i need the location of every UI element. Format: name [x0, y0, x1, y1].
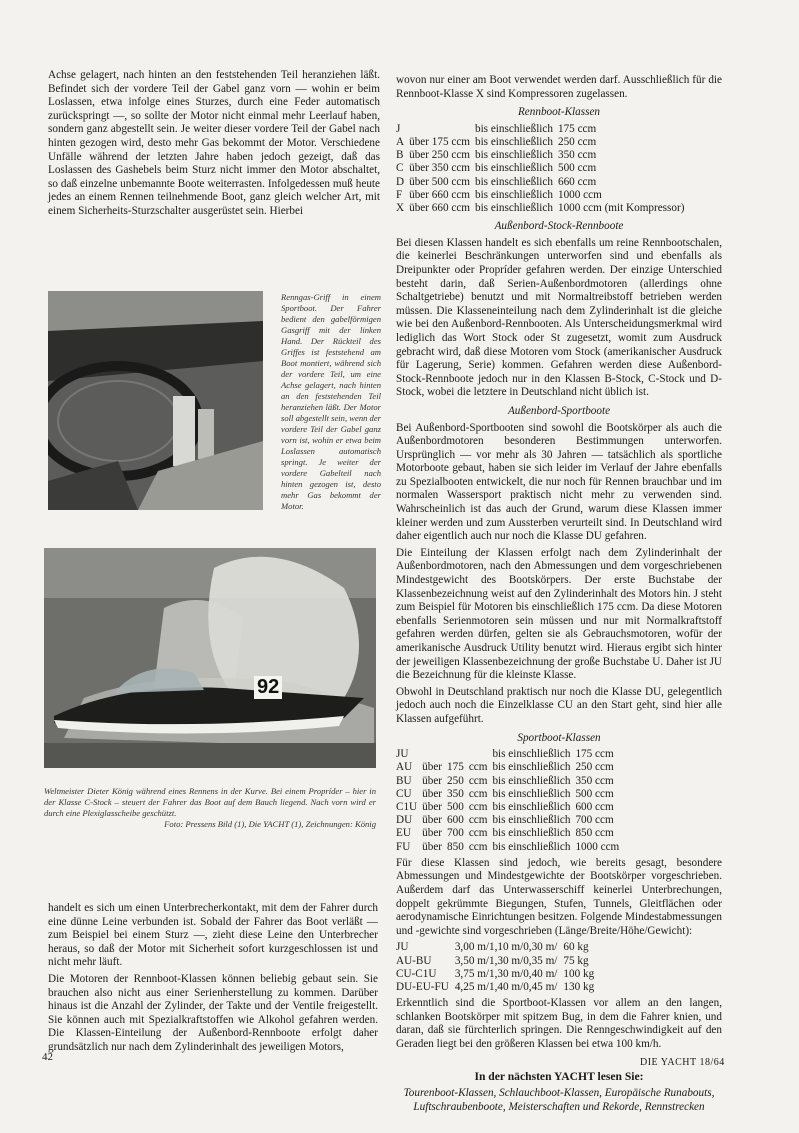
sport-row-upto: bis einschließlich — [492, 814, 571, 827]
dims-row-wt: 100 kg — [563, 967, 595, 980]
sport-row-cls: BU — [396, 774, 412, 787]
sport-row-upto: bis einschließlich — [492, 787, 571, 800]
racing-boat-photo — [44, 548, 376, 768]
left-column-bottom-text — [48, 902, 378, 1058]
sport-text-2: Die Einteilung der Klassen erfolgt nach dem Zylinderinhalt der Außenbordmotoren, nach den Abmessungen und dem vorgeschriebenen Mindestgewicht des Bootskörpers. Der erste Buchstabe der Klassenbezeichnung weist auf den Zylinderinhalt des Motors hin. J steht zum Beispiel für Motoren bis einschließlich 175 ccm. Da diese Motoren ebenfalls Serienmotoren sein müssen und nur mit Normalkraftstoff gefahren werden dürfen, gelten sie als Gebrauchsmotoren, wofür der amerikanische Ausdruck Utility benutzt wird. Hieraus ergibt sich hinter der jeweiligen Klassenbezeichnung der große Buchstabe U. Daher ist JU die Bezeichnung für die kleinste Klasse. — [396, 546, 722, 682]
sport-row-over: über — [422, 814, 443, 827]
sport-row-unit — [469, 748, 493, 761]
rennboot-row — [396, 162, 689, 175]
magazine-footer: DIE YACHT 18/64 — [640, 1057, 725, 1068]
sport-row-cls: AU — [396, 761, 413, 774]
dims-row-dims: 3,75 m/1,30 m/0,40 m/ — [454, 967, 558, 980]
sport-row — [396, 788, 624, 801]
sport-row-over: über — [422, 800, 443, 813]
rennboot-row-range — [409, 123, 475, 136]
rennboot-row-upto: bis einschließlich — [474, 162, 553, 175]
racing-boat-illustration — [44, 548, 376, 768]
next-issue-title: In der nächsten YACHT lesen Sie: — [474, 1069, 644, 1083]
sport-row — [396, 801, 624, 814]
rennboot-row — [396, 176, 689, 189]
rennboot-row-range: über 350 ccm — [409, 162, 470, 175]
rennboot-row-range: über 250 ccm — [409, 149, 470, 162]
rennboot-row-cls: C — [396, 162, 404, 175]
sport-row — [396, 761, 624, 774]
rennboot-row-val: 500 ccm — [557, 162, 597, 175]
left-top-paragraph: Achse gelagert, nach hinten an den feststehenden Teil heranziehen läßt. Befindet sich der vordere Teil der Gabel ganz vorn — wohin er beim Loslassen, etwa infolge eines Sturzes, durch eine Feder automatisch zurückspringt —, so sollte der Motor nicht einmal mehr Leerlauf haben, sondern ganz abgestellt sein. Je weiter dieser vordere Teil der Gabel nach hinten gezogen wird, desto mehr Gas bekommt der Motor. Verschiedene Unfälle während der letzten Jahre haben jedoch gezeigt, daß das Loslassen des Gashebels beim Sturz nicht immer den Motor abschaltet, so daß einzelne unbemannte Boote weiterrasten. Infolgedessen muß heute jedes an einem Rennen teilnehmende Boot, ganz gleich welcher Art, mit einem Sicherheits-Sturzschalter ausgerüstet sein. Hierbei — [48, 69, 380, 217]
rennboot-row-val: 250 ccm — [557, 135, 597, 148]
rennboot-row-cls: X — [396, 202, 405, 214]
dims-row — [396, 981, 600, 994]
rennboot-row-upto: bis einschließlich — [474, 202, 553, 214]
sport-row — [396, 814, 624, 827]
sport-row-upto: bis einschließlich — [492, 748, 571, 761]
sport-row-over: über — [422, 840, 443, 853]
sport-row-from: 250 — [447, 774, 464, 787]
stock-text: Bei diesen Klassen handelt es sich ebenfalls um reine Rennbootschalen, die keinerlei Beschränkungen unterworfen sind und ebenfalls als Dreipunkter oder Propríder gefahren werden. Der einzige Unterschied besteht darin, daß Serien-Außenbordmotoren (allerdings ohne Schaltgetriebe) benutzt und mit Normaltreibstoff betrieben werden müssen. Die Klasseneinteilung nach dem Zylinderinhalt ist die gleiche wie bei den Außenbord-Rennbooten. Als Unterscheidungsmerkmal wird lediglich das Wort Stock oder St zugesetzt, womit zum Ausdruck gebracht wird, daß diese Motoren vom Stock (amerikanischer Ausdruck für Lagerung, Serie) kommen. Gefahren werden diese Außenbord-Stock-Rennboote jedoch nur in den Klassen B-Stock, C-Stock und D-Stock, wobei die letztere in Deutschland nicht üblich ist. — [396, 236, 722, 399]
left-bottom-paragraph: Die Motoren der Rennboot-Klassen können beliebig gebaut sein. Sie brauchen also nicht aus einer Serienherstellung zu kommen. Darüber hinaus ist die Anzahl der Zylinder, der Takte und der Ventile freigestellt. Sie können auch mit Spezialkraftstoffen wie Alkohol gefahren werden. Die Klassen-Einteilung der Außenbord-Rennboote erfolgt daher grundsätzlich nur nach dem Zylinderinhalt des jeweiligen Motors, — [48, 972, 378, 1053]
boat-number: 92 — [254, 676, 282, 699]
sport-row-from: 700 — [447, 827, 464, 840]
sport-row-val: 850 ccm — [575, 827, 614, 840]
sport-row-val: 600 ccm — [575, 800, 614, 813]
rennboot-row — [396, 123, 689, 136]
sport-row-from: 850 — [447, 840, 464, 853]
rennboot-row — [396, 149, 689, 162]
photo-credit: Foto: Pressens Bild (1), Die YACHT (1), Zeichnungen: König — [164, 819, 376, 829]
rennboot-row-range: über 175 ccm — [409, 135, 470, 148]
dimensions-table — [396, 941, 600, 994]
rennboot-row — [396, 202, 689, 215]
rennboot-row-upto: bis einschließlich — [474, 175, 553, 188]
rennboot-row-cls: F — [396, 188, 403, 201]
dims-row-cls: CU-C1U — [396, 967, 437, 980]
sport-row-cls: FU — [396, 840, 411, 853]
next-issue-topics: Tourenboot-Klassen, Schlauchboot-Klassen, Europäische Runabouts, Luftschraubenboote, Meisterschaften und Rekorde, Rennstrecken — [403, 1087, 715, 1113]
rennboot-row-val: 1000 ccm — [557, 188, 602, 201]
sport-row-from: 175 — [447, 761, 464, 774]
dims-intro: Für diese Klassen sind jedoch, wie bereits gesagt, besondere Abmessungen und Mindestgewichte der Bootskörper vorgeschrieben. Außerdem darf das Unterwasserschiff keinerlei Unterbrechungen, doppelt gekrümmte Biegungen, Stufen, Tunnels, Gleitflächen oder aerodynamische Einrichtungen besitzen. Folgende Mindestabmessungen und -gewichte sind vorgeschrieben (Länge/Breite/Höhe/Gewicht): — [396, 856, 722, 937]
dims-row-dims: 4,25 m/1,40 m/0,45 m/ — [454, 980, 558, 993]
sportklassen-heading: Sportboot-Klassen — [517, 731, 601, 744]
dims-row — [396, 941, 600, 954]
sport-row-over: über — [422, 827, 443, 840]
dims-row-wt: 75 kg — [563, 954, 589, 967]
sport-row-cls: JU — [396, 748, 409, 761]
sport-row-val: 175 ccm — [575, 748, 614, 761]
rennboot-row-val: 1000 ccm (mit Kompressor) — [557, 202, 685, 214]
page-number: 42 — [42, 1051, 53, 1063]
sport-row-upto: bis einschließlich — [492, 840, 571, 853]
dims-row-wt: 60 kg — [563, 941, 589, 954]
throttle-grip-caption: Renngas-Griff in einem Sportboot. Der Fahrer bedient den gabelförmigen Gasgriff mit der linken Hand. Der Rückteil des Griffes ist feststehend am Boot montiert, während sich der vordere Teil, um eine Achse gelagert, nach hinten an den feststehenden Teil heranziehen läßt. Der Motor soll abgestellt sein, wenn der vordere Teil der Gabel ganz vorn ist, wohin er etwa beim Loslassen automatisch springt. Je weiter der vordere Gabelteil nach hinten gezogen ist, desto mehr Gas bekommt der Motor. — [281, 292, 382, 511]
sport-row-over: über — [422, 761, 443, 774]
racing-boat-caption — [44, 786, 376, 830]
sport-row-unit: ccm — [468, 840, 488, 853]
sport-row-val: 500 ccm — [575, 787, 614, 800]
rennboot-row-val: 660 ccm — [557, 175, 597, 188]
sport-row-over — [422, 748, 447, 761]
rennboot-row-cls: J — [396, 122, 401, 135]
sport-row-unit: ccm — [468, 814, 488, 827]
sport-row-val: 1000 ccm — [575, 840, 620, 853]
sport-row-unit: ccm — [468, 827, 488, 840]
dims-row-wt: 130 kg — [563, 980, 595, 993]
rennboot-row — [396, 136, 689, 149]
rennboot-row-upto: bis einschließlich — [474, 149, 553, 162]
dims-row-dims: 3,50 m/1,30 m/0,35 m/ — [454, 954, 558, 967]
sport-row — [396, 841, 624, 854]
sport-row-over: über — [422, 774, 443, 787]
sport-row-over: über — [422, 787, 443, 800]
sport-row-from: 500 — [447, 800, 464, 813]
rennboot-row-val: 350 ccm — [557, 149, 597, 162]
rennboot-row-upto: bis einschließlich — [474, 188, 553, 201]
sport-row — [396, 827, 624, 840]
throttle-grip-illustration — [48, 291, 263, 510]
sport-row-from: 350 — [447, 787, 464, 800]
sport-row-cls: DU — [396, 814, 413, 827]
sport-row-cls: C1U — [396, 800, 418, 813]
sport-row-upto: bis einschließlich — [492, 827, 571, 840]
sport-row-val: 700 ccm — [575, 814, 614, 827]
rennboot-class-table — [396, 123, 689, 215]
rennboot-row-range: über 660 ccm — [409, 202, 470, 214]
dims-row-cls: AU-BU — [396, 954, 432, 967]
sport-text-3: Obwohl in Deutschland praktisch nur noch die Klasse DU, gelegentlich jedoch auch noch die Einzelklasse CU an den Start geht, sind hier alle Klassen aufgeführt. — [396, 685, 722, 725]
rennboot-row-upto: bis einschließlich — [474, 122, 553, 135]
throttle-grip-photo — [48, 291, 263, 510]
stock-heading: Außenbord-Stock-Rennboote — [494, 220, 624, 233]
sport-row-unit: ccm — [468, 800, 488, 813]
racing-boat-caption-text: Weltmeister Dieter König während eines Rennens in der Kurve. Bei einem Propríder – hier in der Klasse C-Stock – steuert der Fahrer das Boot auf dem Bauch liegend. Nach vorn wird er durch eine Plexiglasscheibe geschützt. — [44, 786, 376, 818]
sport-row-upto: bis einschließlich — [492, 800, 571, 813]
sport-row-from: 600 — [447, 814, 464, 827]
right-intro: wovon nur einer am Boot verwendet werden darf. Ausschließlich für die Rennboot-Klasse X sind Kompressoren zugelassen. — [396, 74, 722, 100]
sport-row-unit: ccm — [468, 774, 488, 787]
dims-row-cls: DU-EU-FU — [396, 980, 449, 993]
sport-text-1: Bei Außenbord-Sportbooten sind sowohl die Bootskörper als auch die Außenbordmotoren besonderen Bestimmungen unterworfen. Ursprünglich — vor mehr als 30 Jahren — tatsächlich als sportliche Motorboote gebaut, haben sie sich leider im Verlauf der Jahre ebenfalls zu Spezialbooten entwickelt, die nur noch für Rennen brauchbar und im normalen Wassersport praktisch nicht mehr zu verwenden sind. Wahrscheinlich ist das auch der Grund, warum diese Klassen immer kleiner werden und zum Aussterben verurteilt sind. In Deutschland wird daher eigentlich auch nur noch die Klasse DU gefahren. — [396, 421, 722, 543]
sport-row-from — [447, 748, 469, 761]
dims-row-cls: JU — [396, 941, 409, 954]
right-column — [396, 74, 722, 1114]
rennboot-row-val: 175 ccm — [557, 122, 597, 135]
rennboot-row-range: über 500 ccm — [409, 175, 470, 188]
dims-row — [396, 968, 600, 981]
rennboot-row-cls: D — [396, 175, 405, 188]
sport-row-unit: ccm — [468, 761, 488, 774]
rennboot-row-cls: A — [396, 135, 405, 148]
sport-row-upto: bis einschließlich — [492, 761, 571, 774]
sport-row — [396, 748, 624, 761]
sport-row-val: 250 ccm — [575, 761, 614, 774]
sport-row-val: 350 ccm — [575, 774, 614, 787]
final-text: Erkenntlich sind die Sportboot-Klassen vor allem an den langen, schlanken Bootskörper mit spitzem Bug, in dem die Fahrer knien, und daran, daß sie fürchterlich springen. Die Renngeschwindigkeit auf den Geraden liegt bei den größeren Klassen bei etwa 100 km/h. — [396, 997, 722, 1050]
rennboot-row — [396, 189, 689, 202]
dims-row-dims: 3,00 m/1,10 m/0,30 m/ — [454, 941, 558, 954]
sport-class-table — [396, 748, 624, 854]
rennboot-row-range: über 660 ccm — [409, 188, 470, 201]
left-bottom-paragraph: handelt es sich um einen Unterbrecherkontakt, mit dem der Fahrer durch eine dünne Leine verbunden ist. Sobald der Fahrer das Boot verläßt — zum Beispiel bei einem Sturz —, zieht diese Leine den Unterbrecher heraus, so daß der Motor mit Sicherheit sofort kurzgeschlossen ist und nicht mehr läuft. — [48, 902, 378, 969]
rennboot-row-cls: B — [396, 149, 404, 162]
sport-row — [396, 775, 624, 788]
dims-row — [396, 955, 600, 968]
sport-row-cls: CU — [396, 787, 412, 800]
rennboot-heading: Rennboot-Klassen — [517, 106, 601, 119]
sport-heading: Außenbord-Sportboote — [507, 404, 611, 417]
sport-row-upto: bis einschließlich — [492, 774, 571, 787]
rennboot-row-upto: bis einschließlich — [474, 135, 553, 148]
sport-row-unit: ccm — [468, 787, 488, 800]
left-column-top-text — [48, 69, 380, 222]
sport-row-cls: EU — [396, 827, 411, 840]
